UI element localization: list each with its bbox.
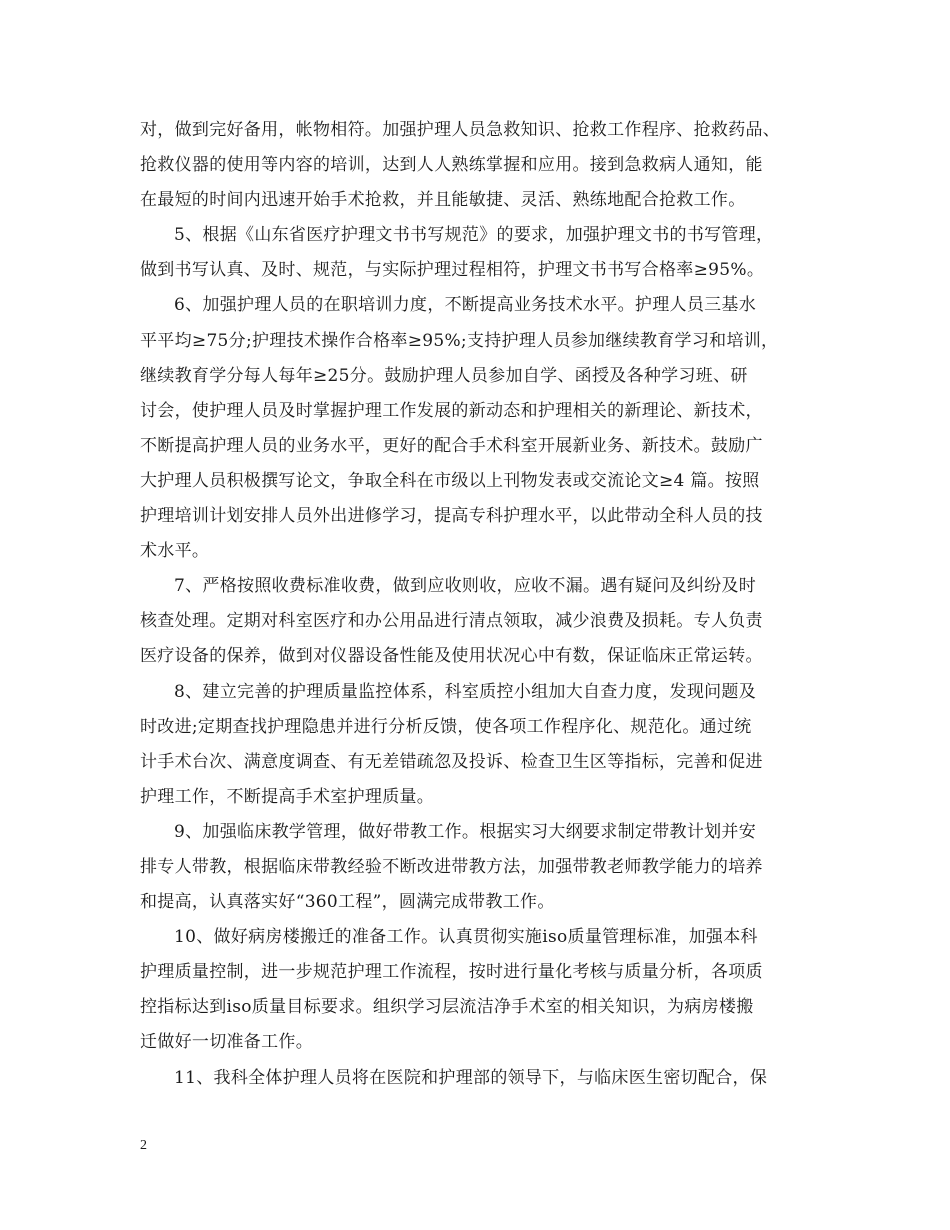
text-line: 10、做好病房楼搬迁的准备工作。认真贯彻实施iso质量管理标准，加强本科 <box>174 927 758 948</box>
text-line: 对，做到完好备用，帐物相符。加强护理人员急救知识、抢救工作程序、抢救药品、 <box>140 120 781 140</box>
text-line: 迁做好一切准备工作。 <box>140 1032 313 1053</box>
text-line: 平平均≥75分;护理技术操作合格率≥95%;支持护理人员参加继续教育学习和培训， <box>140 330 779 351</box>
text-line: 控指标达到iso质量目标要求。组织学习层流洁净手术室的相关知识，为病房楼搬 <box>140 997 754 1018</box>
text-line: 继续教育学分每人每年≥25分。鼓励护理人员参加自学、函授及各种学习班、研 <box>140 365 748 386</box>
page-number: 2 <box>140 1138 147 1153</box>
text-line: 护理培训计划安排人员外出进修学习，提高专科护理水平，以此带动全科人员的技 <box>140 506 763 527</box>
text-line: 7、严格按照收费标准收费，做到应收则收，应收不漏。遇有疑问及纠纷及时 <box>174 576 757 597</box>
text-line: 大护理人员积极撰写论文，争取全科在市级以上刊物发表或交流论文≥4 篇。按照 <box>140 470 760 491</box>
text-line: 计手术台次、满意度调查、有无差错疏忽及投诉、检查卫生区等指标，完善和促进 <box>140 751 763 772</box>
text-line: 术水平。 <box>140 541 210 562</box>
text-line: 8、建立完善的护理质量监控体系，科室质控小组加大自查力度，发现问题及 <box>174 681 757 702</box>
text-line: 5、根据《山东省医疗护理文书书写规范》的要求，加强护理文书的书写管理， <box>174 225 774 246</box>
text-line: 11、我科全体护理人员将在医院和护理部的领导下，与临床医生密切配合，保 <box>174 1067 768 1088</box>
text-line: 不断提高护理人员的业务水平，更好的配合手术科室开展新业务、新技术。鼓励广 <box>140 435 763 456</box>
text-line: 抢救仪器的使用等内容的培训，达到人人熟练掌握和应用。接到急救病人通知，能 <box>140 155 763 176</box>
text-line: 医疗设备的保养，做到对仪器设备性能及使用状况心中有数，保证临床正常运转。 <box>140 646 763 667</box>
text-line: 护理质量控制，进一步规范护理工作流程，按时进行量化考核与质量分析，各项质 <box>140 962 763 983</box>
text-line: 讨会，使护理人员及时掌握护理工作发展的新动态和护理相关的新理论、新技术， <box>140 400 763 421</box>
text-line: 和提高，认真落实好“360工程”，圆满完成带教工作。 <box>140 892 555 913</box>
text-line: 9、加强临床教学管理，做好带教工作。根据实习大纲要求制定带教计划并安 <box>174 821 757 842</box>
text-line: 排专人带教，根据临床带教经验不断改进带教方法，加强带教老师教学能力的培养 <box>140 856 763 877</box>
text-line: 在最短的时间内迅速开始手术抢救，并且能敏捷、灵活、熟练地配合抢救工作。 <box>140 190 746 211</box>
text-line: 做到书写认真、及时、规范，与实际护理过程相符，护理文书书写合格率≥95%。 <box>140 260 765 281</box>
text-line: 护理工作，不断提高手术室护理质量。 <box>140 786 435 807</box>
text-line: 6、加强护理人员的在职培训力度，不断提高业务技术水平。护理人员三基水 <box>174 295 757 316</box>
text-line: 时改进;定期查找护理隐患并进行分析反馈，使各项工作程序化、规范化。通过统 <box>140 716 752 737</box>
text-line: 核查处理。定期对科室医疗和办公用品进行清点领取，减少浪费及损耗。专人负责 <box>140 611 763 632</box>
document-body <box>140 113 820 1096</box>
